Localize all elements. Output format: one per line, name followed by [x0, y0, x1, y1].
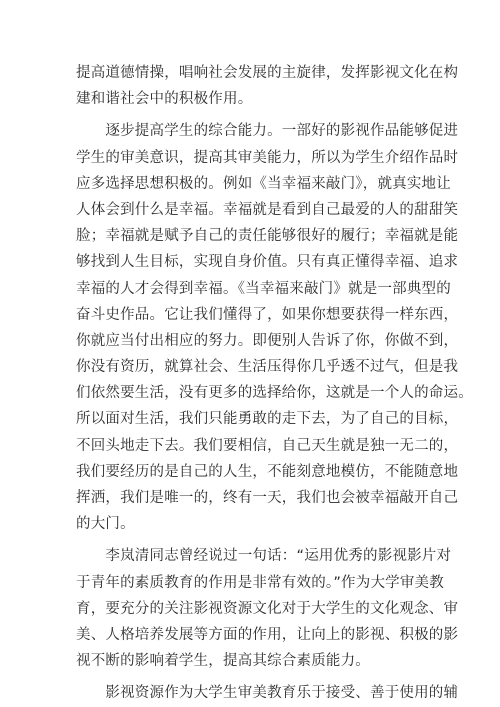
text-line: 视不断的影响着学生，提高其综合素质能力。	[76, 653, 370, 670]
paragraph-start-line: 影视资源作为大学生审美教育乐于接受、善于使用的辅	[76, 685, 459, 702]
body-text	[76, 60, 473, 707]
text-line: 学生的审美意识，提高其审美能力，所以为学生介绍作品时	[76, 149, 459, 166]
text-line: 挥洒，我们是唯一的，终有一天，我们也会被幸福敲开自己	[76, 490, 459, 506]
paragraph-start-line: 逐步提高学生的综合能力。一部好的影视作品能够促进	[76, 123, 459, 140]
text-line: 于青年的素质教育的作用是非常有效的。”作为大学审美教	[76, 574, 444, 591]
text-line: 们依然要生活，没有更多的选择给你，这就是一个人的命运。	[76, 385, 473, 402]
text-line: 人体会到什么是幸福。幸福就是看到自己最爱的人的甜甜笑	[76, 201, 459, 218]
text-line: 提高道德情操，唱响社会发展的主旋律，发挥影视文化在构	[76, 65, 459, 81]
text-line: 奋斗史作品。它让我们懂得了，如果你想要获得一样东西，	[76, 306, 459, 323]
text-line: 育，要充分的关注影视资源文化对于大学生的文化观念、审	[76, 600, 459, 617]
text-line: 建和谐社会中的积极作用。	[76, 91, 253, 108]
text-line: 我们要经历的是自己的人生，不能刻意地模仿，不能随意地	[76, 463, 459, 480]
text-line: 的大门。	[76, 516, 135, 533]
text-line: 你就应当付出相应的努力。即便别人告诉了你，你做不到，	[76, 332, 459, 349]
text-line: 幸福的人才会得到幸福。《当幸福来敲门》就是一部典型的	[76, 280, 451, 297]
text-line: 美、人格培养发展等方面的作用，让向上的影视、积极的影	[76, 626, 459, 643]
text-line: 不回头地走下去。我们要相信，自己天生就是独一无二的，	[76, 437, 459, 454]
text-line: 应多选择思想积极的。例如《当幸福来敲门》，就真实地让	[76, 175, 451, 192]
text-line: 够找到人生目标，实现自身价值。只有真正懂得幸福、追求	[76, 254, 459, 271]
text-line: 所以面对生活，我们只能勇敢的走下去，为了自己的目标，	[76, 411, 459, 428]
text-line: 脸；幸福就是赋予自己的责任能够很好的履行；幸福就是能	[76, 228, 459, 245]
text-line: 你没有资历，就算社会、生活压得你几乎透不过气，但是我	[76, 359, 459, 376]
paragraph-start-line: 李岚清同志曾经说过一句话：“运用优秀的影视影片对	[76, 548, 452, 565]
